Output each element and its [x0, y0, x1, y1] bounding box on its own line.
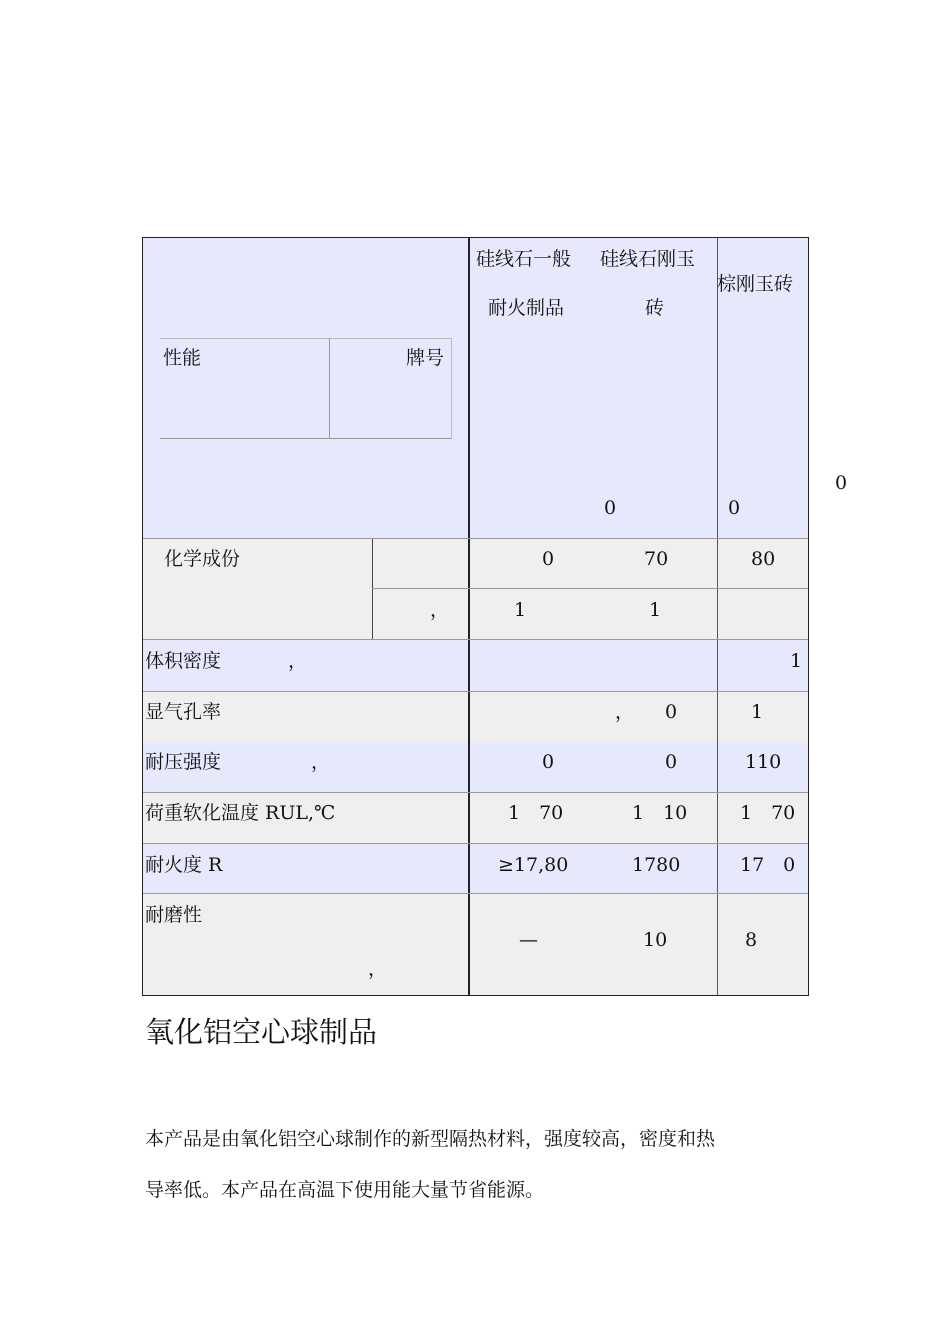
chem-r2-col1: 1: [514, 599, 527, 621]
row-line: [372, 588, 808, 589]
strength-comma: ，: [311, 751, 331, 773]
header-val-col2: 0: [604, 497, 617, 519]
row-line: [143, 843, 808, 844]
inner-label-divider: [329, 338, 330, 438]
density-col3: 1: [790, 650, 803, 672]
col3-header: 棕刚玉砖: [717, 273, 794, 295]
refract-label: 耐火度 R: [145, 854, 223, 876]
refract-col1: ≥17,80: [498, 854, 569, 876]
rul-col3: 1 70: [740, 802, 796, 824]
strength-col3: 110: [745, 751, 782, 773]
section-heading: 氧化铝空心球制品: [145, 1015, 378, 1049]
rul-col1: 1 70: [508, 802, 564, 824]
wear-col1: —: [519, 929, 538, 951]
row-line: [143, 792, 808, 793]
chem-r2-col2: 1: [649, 599, 662, 621]
strength-col2: 0: [665, 751, 678, 773]
porosity-mid: ，: [615, 701, 635, 723]
refract-col2: 1780: [632, 854, 681, 876]
porosity-label: 显气孔率: [145, 701, 222, 723]
chem-r1-col1: 0: [542, 548, 555, 570]
chem-label: 化学成份: [164, 548, 241, 570]
col2-header-line1: 硅线石刚玉: [600, 248, 696, 270]
row-line: [143, 893, 808, 894]
inner-label-right: 牌号: [406, 347, 445, 369]
strength-label: 耐压强度: [145, 751, 222, 773]
header-val-col3: 0: [728, 497, 741, 519]
row-line: [143, 691, 808, 692]
wear-comma: ，: [368, 958, 388, 980]
paragraph-line-2: 导率低。本产品在高温下使用能大量节省能源。: [145, 1179, 545, 1201]
col-divider-main: [468, 238, 470, 995]
col1-header-line2: 耐火制品: [488, 297, 565, 319]
col-divider-right: [717, 238, 718, 995]
col1-header-line1: 硅线石一般: [476, 248, 572, 270]
row-line: [143, 538, 808, 539]
rul-col2: 1 10: [632, 802, 688, 824]
wear-col3: 8: [745, 929, 758, 951]
chem-r1-col3: 80: [751, 548, 776, 570]
refract-col3: 17 0: [740, 854, 796, 876]
porosity-col3: 1: [751, 701, 764, 723]
col2-header-line2: 砖: [645, 297, 665, 319]
outside-value: 0: [835, 472, 848, 494]
inner-label-left: 性能: [163, 347, 202, 369]
chem-r2-sub: ，: [430, 599, 450, 621]
chem-r1-col2: 70: [644, 548, 669, 570]
strength-col1: 0: [542, 751, 555, 773]
rul-label: 荷重软化温度 RUL,℃: [145, 802, 336, 824]
row-line: [143, 639, 808, 640]
porosity-col2: 0: [665, 701, 678, 723]
paragraph-line-1: 本产品是由氧化铝空心球制作的新型隔热材料，强度较高，密度和热: [145, 1128, 716, 1150]
wear-label: 耐磨性: [145, 904, 203, 926]
density-label: 体积密度: [145, 650, 222, 672]
density-comma: ，: [288, 650, 308, 672]
wear-col2: 10: [643, 929, 668, 951]
